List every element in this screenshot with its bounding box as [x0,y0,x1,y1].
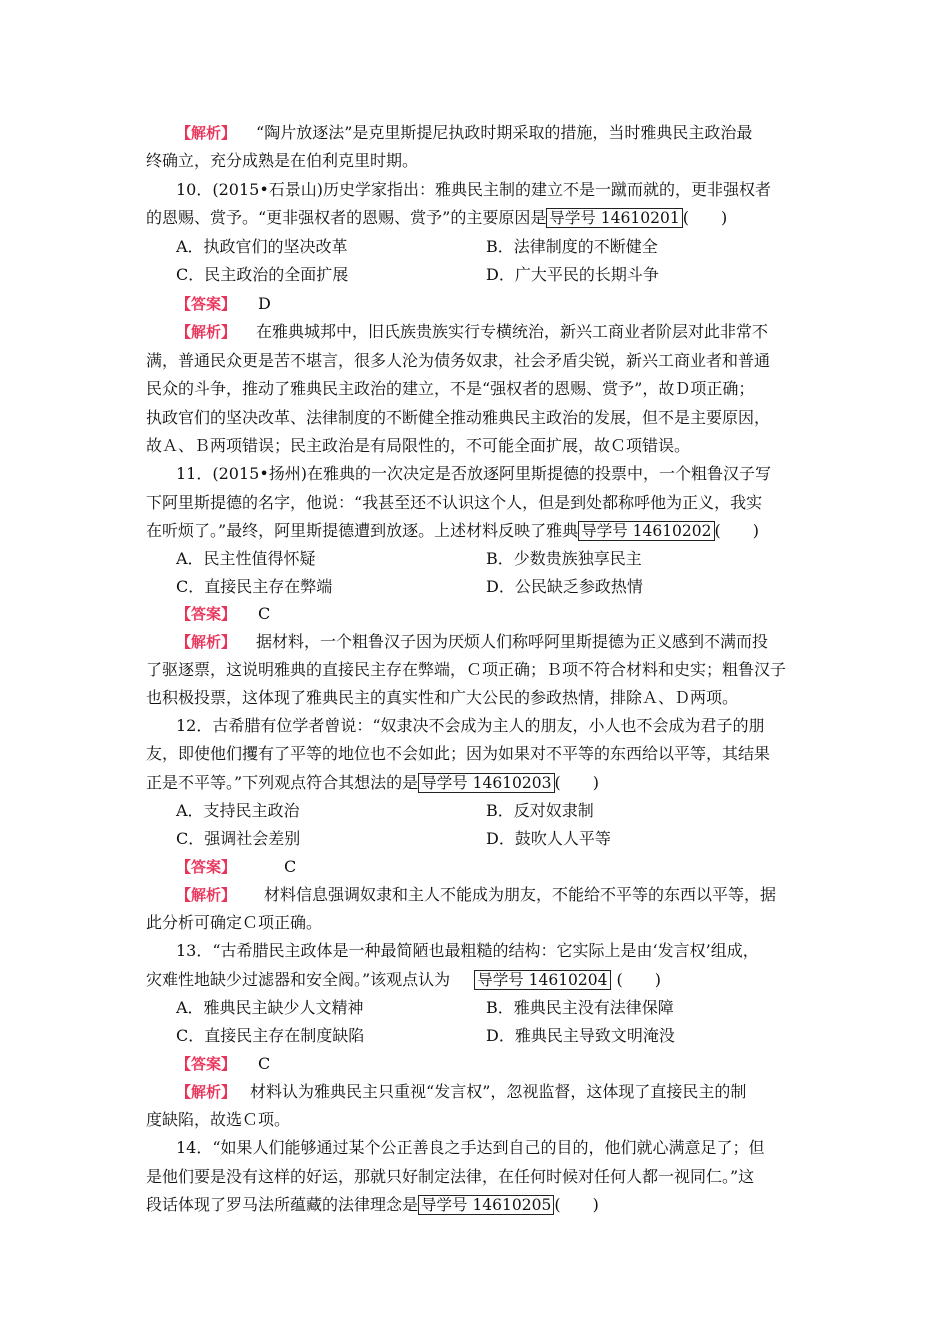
answer-line [176,1054,836,1074]
jiexi-text: 据材料，一个粗鲁汉子因为厌烦人们称呼阿里斯提德为正义感到不满而投 [256,632,769,651]
question-13-stem-cont [146,970,806,990]
question-10-stem-cont [146,208,806,228]
jiexi-paragraph [176,632,836,652]
question-12-stem-cont: 友，即使他们攫有了平等的地位也不会如此；因为如果对不平等的东西给以平等，其结果 [146,744,771,763]
answer-paren: ( ) [616,970,662,989]
option-d: D．广大平民的长期斗争 [486,265,659,284]
jiexi-paragraph [176,1082,836,1102]
option-c: C．民主政治的全面扩展 [176,265,349,284]
jiexi-paragraph [176,123,836,143]
jiexi-text-cont: 终确立，充分成熟是在伯利克里时期。 [146,151,419,170]
guide-number-box: 导学号 14610202 [578,521,714,541]
option-d: D．公民缺乏参政热情 [486,577,643,596]
jiexi-paragraph [176,322,836,342]
option-b: B．反对奴隶制 [486,801,594,820]
answer-paren: ( ) [682,208,728,227]
jiexi-text-cont: 满，普通民众更是苦不堪言，很多人沦为债务奴隶，社会矛盾尖锐，新兴工商业者和普通 [146,351,771,370]
jiexi-text-cont: 故Ａ、Ｂ两项错误；民主政治是有局限性的，不可能全面扩展，故Ｃ项错误。 [146,436,691,455]
jiexi-text: 材料信息强调奴隶和主人不能成为朋友，不能给不平等的东西以平等，据 [264,885,777,904]
guide-number-box: 导学号 14610203 [418,773,554,793]
guide-number-box: 导学号 14610205 [418,1195,554,1215]
jiexi-text-cont: 了驱逐票，这说明雅典的直接民主存在弊端，Ｃ项正确；Ｂ项不符合材料和史实；粗鲁汉子 [146,660,787,679]
jiexi-label: 【解析】 [176,1083,237,1101]
question-text: 在听烦了。”最终，阿里斯提德遭到放逐。上述材料反映了雅典 [146,521,579,540]
jiexi-text: 在雅典城邦中，旧氏族贵族实行专横统治，新兴工商业者阶层对此非常不 [256,322,769,341]
question-text: 灾难性地缺少过滤器和安全阀。”该观点认为 [146,970,451,989]
question-13-stem: 13．“古希腊民主政体是一种最简陋也最粗糙的结构：它实际上是由‘发言权’组成， [176,941,759,960]
option-c: C．强调社会差别 [176,829,301,848]
question-text: 段话体现了罗马法所蕴藏的法律理念是 [146,1195,419,1214]
answer-line [176,604,836,624]
jiexi-text-cont: 此分析可确定Ｃ项正确。 [146,913,323,932]
question-text: 正是不平等。”下列观点符合其想法的是 [146,773,419,792]
answer-value: D [258,294,271,313]
jiexi-text-cont: 也积极投票，这体现了雅典民主的真实性和广大公民的参政热情，排除Ａ、Ｄ两项。 [146,688,739,707]
answer-line [176,857,836,877]
answer-paren: ( ) [554,773,600,792]
jiexi-text-cont: 民众的斗争，推动了雅典民主政治的建立，不是“强权者的恩赐、赏予”，故Ｄ项正确； [146,379,755,398]
option-a: A．执政官们的坚决改革 [176,237,348,256]
jiexi-text: “陶片放逐法”是克里斯提尼执政时期采取的措施，当时雅典民主政治最 [256,123,753,142]
jiexi-text: 材料认为雅典民主只重视“发言权”，忽视监督，这体现了直接民主的制 [250,1082,747,1101]
jiexi-label: 【解析】 [176,633,237,651]
jiexi-label: 【解析】 [176,323,237,341]
jiexi-paragraph [176,885,836,905]
option-d: D．鼓吹人人平等 [486,829,611,848]
answer-paren: ( ) [714,521,760,540]
daan-label: 【答案】 [176,295,237,313]
question-10-stem: 10．(2015•石景山)历史学家指出：雅典民主制的建立不是一蹴而就的，更非强权者 [176,180,772,199]
question-12-stem-cont [146,773,806,793]
jiexi-text-cont: 度缺陷，故选Ｃ项。 [146,1110,291,1129]
daan-label: 【答案】 [176,605,237,623]
option-c: C．直接民主存在制度缺陷 [176,1026,365,1045]
question-14-stem-cont [146,1195,806,1215]
question-14-stem-cont: 是他们要是没有这样的好运，那就只好制定法律，在任何时候对任何人都一视同仁。”这 [146,1167,755,1186]
question-11-stem-cont [146,521,806,541]
question-11-stem-cont: 下阿里斯提德的名字，他说：“我甚至还不认识这个人，但是到处都称呼他为正义，我实 [146,493,763,512]
guide-number-box: 导学号 14610204 [474,970,610,990]
answer-paren: ( ) [554,1195,599,1214]
option-a: A．支持民主政治 [176,801,300,820]
question-11-stem: 11．(2015•扬州)在雅典的一次决定是否放逐阿里斯提德的投票中，一个粗鲁汉子写 [176,464,772,483]
answer-value: C [284,857,297,876]
daan-label: 【答案】 [176,858,237,876]
option-a: A．雅典民主缺少人文精神 [176,998,364,1017]
option-c: C．直接民主存在弊端 [176,577,333,596]
jiexi-label: 【解析】 [176,886,237,904]
jiexi-label: 【解析】 [176,124,237,142]
answer-value: C [258,1054,271,1073]
guide-number-box: 导学号 14610201 [546,208,682,228]
jiexi-text-cont: 执政官们的坚决改革、法律制度的不断健全推动雅典民主政治的发展，但不是主要原因， [146,408,771,427]
answer-value: C [258,604,271,623]
daan-label: 【答案】 [176,1055,237,1073]
option-a: A．民主性值得怀疑 [176,549,316,568]
answer-line [176,294,836,314]
option-b: B．法律制度的不断健全 [486,237,658,256]
question-12-stem: 12．古希腊有位学者曾说：“奴隶决不会成为主人的朋友，小人也不会成为君子的朋 [176,716,765,735]
question-14-stem: 14．“如果人们能够通过某个公正善良之手达到自己的目的，他们就心满意足了；但 [176,1138,765,1157]
question-text: 的恩赐、赏予。“更非强权者的恩赐、赏予”的主要原因是 [146,208,547,227]
option-b: B．少数贵族独享民主 [486,549,642,568]
option-d: D．雅典民主导致文明淹没 [486,1026,675,1045]
option-b: B．雅典民主没有法律保障 [486,998,674,1017]
